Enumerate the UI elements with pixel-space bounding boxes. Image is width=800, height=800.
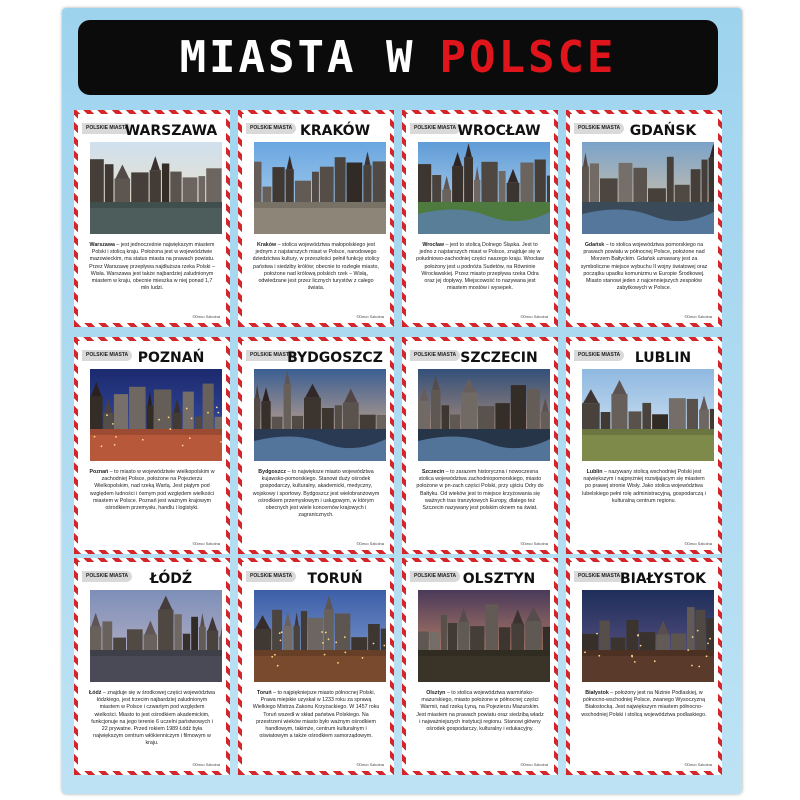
city-name: TORUŃ — [307, 571, 363, 587]
city-description-text: – stolica województwa małopolskiego jest jednym z najstarszych miast w Polsce, narodowego dziedzictwa kultury, w przeszłości pełnił funkcję stolicy państwa i siedziby królów; obecnie to rozległe miasto, położone nad królową polskich rzek – Wisłą, odwiedzane jest przez licznych turystów z całego świata. — [252, 242, 380, 292]
city-card — [74, 558, 230, 775]
city-photo — [90, 590, 222, 682]
city-card — [402, 110, 558, 327]
city-name: BIAŁYSTOK — [619, 571, 707, 587]
card-tag: POLSKIE MIASTA — [82, 571, 132, 582]
city-photo — [418, 369, 550, 461]
card-tag: POLSKIE MIASTA — [246, 571, 296, 582]
card-tag: POLSKIE MIASTA — [82, 350, 132, 361]
card-tag: POLSKIE MIASTA — [246, 350, 296, 361]
city-photo — [582, 369, 714, 461]
city-description-lead: Łódź — [89, 690, 102, 696]
city-description — [416, 469, 544, 512]
city-description-text: – to zarazem historyczna i nowoczesna stolica województwa zachodniopomorskiego, miasto położone w pn-zach części Polski, przy ujściu Odry do Bałtyku. Od wieków jest to miejsce krzyżowania się ważnych tras tranzytowych Europy, dlatego też Szczecin nazywany jest polskim oknem na świat. — [416, 469, 544, 512]
city-description-text: – jest to stolicą Dolnego Śląska. Jest to jedno z najstarszych miast w Polsce, znajduje się w południowo-zachodniej części naszego kraju. Wrocław położony jest u podnóża Sudetów, na Równinie Wrocławskiej. Przez miasto przepływa rzeka Odra oraz jej dopływy. Miejscowość to nazywana jest miastem mostów i wysepek. — [416, 242, 544, 292]
title-red-part: POLSCE — [439, 32, 617, 83]
credit-text: ©Deco Szkolna — [192, 762, 220, 767]
city-description — [580, 690, 708, 719]
city-card — [566, 558, 722, 775]
city-description-text: – to miasto w województwie wielkopolskim w zachodniej Polsce, położone na Pojezierzu Wielkopolskim, nad rzeką Wartą. Jest piątym pod względem ludności i ósmym pod względem wielkości miastem w Polsce. Poznań jest ważnym krajowym ośrodkiem przemysłu, handlu i logistyki. — [89, 469, 215, 512]
city-photo — [90, 142, 222, 234]
city-name: LUBLIN — [634, 350, 692, 366]
card-tag: POLSKIE MIASTA — [82, 123, 132, 134]
credit-text: ©Deco Szkolna — [356, 314, 384, 319]
city-description-lead: Gdańsk — [584, 242, 605, 248]
city-description-text: – to stolica województwa pomorskiego na prawach powiatu w północnej Polsce, położone nad Morzem Bałtyckim. Gdańsk uznawany jest za symboliczne miejsce wybuchu II wojny światowej oraz początku upadku komunizmu w Europie Środkowej. Miasto stanowi jeden z najcenniejszych zespołów zabytkowych w Polsce. — [580, 242, 708, 292]
city-name: OLSZTYN — [462, 571, 536, 587]
card-tag: POLSKIE MIASTA — [246, 123, 296, 134]
city-description-text: – to największe miasto województwa kujawsko-pomorskiego. Stanowi duży ośrodek gospodarczy, kulturalny, akademicki, medyczny, wojskowy i sportowy. Bydgoszcz jest wielobranżowym ośrodkiem przemysłowym i usługowym, w którym obecnych jest wiele koncernów krajowych i zagranicznych. — [252, 469, 380, 519]
credit-text: ©Deco Szkolna — [520, 541, 548, 546]
card-tag: POLSKIE MIASTA — [574, 350, 624, 361]
city-description — [88, 690, 216, 748]
city-description — [252, 242, 380, 292]
city-description — [88, 469, 216, 512]
city-description-text: – to stolica województwa warmińsko-mazurskiego, miasto położone w północnej części Warmii, nad rzeką Łyną, na Pojezierzu Mazurskim. Jest miastem na prawach powiatu oraz siedzibą władz i najważniejszych instytucji regionu. Stanowi główny ośrodek gospodarczy, kulturalny i edukacyjny. — [416, 690, 544, 733]
city-description-lead: Szczecin — [421, 469, 445, 475]
credit-text: ©Deco Szkolna — [520, 314, 548, 319]
city-description-text: – znajduje się w środkowej części województwa łódzkiego, jest trzecim najbardziej zaludnionym miastem w Polsce i czwartym pod względem wielkości. Miasto to jest ośrodkiem akademickim, funkcjonuje na jego terenie 6 uczelni państwowych i 22 prywatne. Przed rokiem 1989 Łódź była największym centrum włókienniczym i filmowym w kraju. — [91, 690, 215, 747]
city-card — [402, 558, 558, 775]
credit-text: ©Deco Szkolna — [520, 762, 548, 767]
city-photo — [418, 590, 550, 682]
city-name: WROCŁAW — [457, 123, 541, 139]
city-description-text: – to najpiękniejsze miasto północnej Polski. Prawa miejskie uzyskał w 1233 roku za sprawą Wielkiego Mistrza Zakonu Krzyżackiego. W 1457 roku Toruń wszedł w skład państwa Polskiego. Na przestrzeni wieków miasto było ważnym ośrodkiem handlowym, takimże, centrum kulturalnym i oświatowym a także ośrodkiem samorządowym. — [252, 690, 380, 740]
credit-text: ©Deco Szkolna — [684, 541, 712, 546]
city-description — [416, 242, 544, 292]
city-card — [566, 337, 722, 554]
credit-text: ©Deco Szkolna — [684, 314, 712, 319]
city-description-text: – jest jednocześnie największym miastem Polski i stolicą kraju. Położona jest w województwie mazowieckim, ma status miasta na prawach powiatu. Przez Warszawę przepływa najdłuższa rzeka Polski – Wisła. Warszawa jest także najbardziej zaludnionym miastem w kraju, obecnie mieszka w niej ponad 1,7 mln ludzi. — [89, 242, 215, 292]
city-description — [416, 690, 544, 733]
city-description-lead: Bydgoszcz — [258, 469, 286, 475]
city-description-lead: Toruń — [257, 690, 272, 696]
city-description-lead: Olsztyn — [426, 690, 446, 696]
city-description-lead: Kraków — [256, 242, 277, 248]
city-description — [580, 469, 708, 505]
city-description-lead: Lublin — [586, 469, 603, 475]
city-description-lead: Warszawa — [89, 242, 115, 248]
city-name: WARSZAWA — [124, 123, 218, 139]
city-description — [252, 690, 380, 740]
city-photo — [90, 369, 222, 461]
city-photo — [418, 142, 550, 234]
credit-text: ©Deco Szkolna — [356, 541, 384, 546]
card-tag: POLSKIE MIASTA — [410, 571, 460, 582]
card-tag: POLSKIE MIASTA — [410, 123, 460, 134]
city-card — [402, 337, 558, 554]
card-tag: POLSKIE MIASTA — [574, 123, 624, 134]
credit-text: ©Deco Szkolna — [192, 541, 220, 546]
title-white-part: MIASTA W — [179, 32, 416, 83]
city-card — [74, 337, 230, 554]
city-photo — [582, 142, 714, 234]
city-description-lead: Białystok — [585, 690, 609, 696]
credit-text: ©Deco Szkolna — [192, 314, 220, 319]
city-name: POZNAŃ — [137, 350, 205, 366]
credit-text: ©Deco Szkolna — [356, 762, 384, 767]
city-photo — [582, 590, 714, 682]
city-description — [252, 469, 380, 519]
city-name: GDAŃSK — [629, 123, 697, 139]
city-name: SZCZECIN — [460, 350, 538, 366]
city-card — [74, 110, 230, 327]
card-tag: POLSKIE MIASTA — [574, 571, 624, 582]
city-description — [88, 242, 216, 292]
city-card — [238, 110, 394, 327]
city-name: KRAKÓW — [299, 123, 371, 139]
city-card — [566, 110, 722, 327]
title-banner — [78, 20, 718, 95]
city-description-lead: Poznań — [89, 469, 109, 475]
city-photo — [254, 142, 386, 234]
credit-text: ©Deco Szkolna — [684, 762, 712, 767]
city-description-text: – nazywany stolicą wschodniej Polski jest największym i najprężniej rozwijającym się miastem po prawej stronie Wisły. Jako stolica województwa lubelskiego pełni rolę administracyjną, gospodarczą i kulturalną centrum regionu. — [582, 469, 706, 504]
city-name: BYDGOSZCZ — [287, 350, 383, 366]
city-card — [238, 558, 394, 775]
city-description-lead: Wrocław — [422, 242, 445, 248]
city-card — [238, 337, 394, 554]
city-description-text: – położony jest na Nizinie Podlaskiej, w północno-wschodniej Polsce, zwanego Wysoczyzną Białostocką. Jest największym miastem północno-wschodniej Polski i stolicą województwa podlaskiego. — [581, 690, 707, 718]
city-photo — [254, 369, 386, 461]
card-tag: POLSKIE MIASTA — [410, 350, 460, 361]
city-photo — [254, 590, 386, 682]
city-description — [580, 242, 708, 292]
city-name: ŁÓDŹ — [149, 571, 193, 587]
